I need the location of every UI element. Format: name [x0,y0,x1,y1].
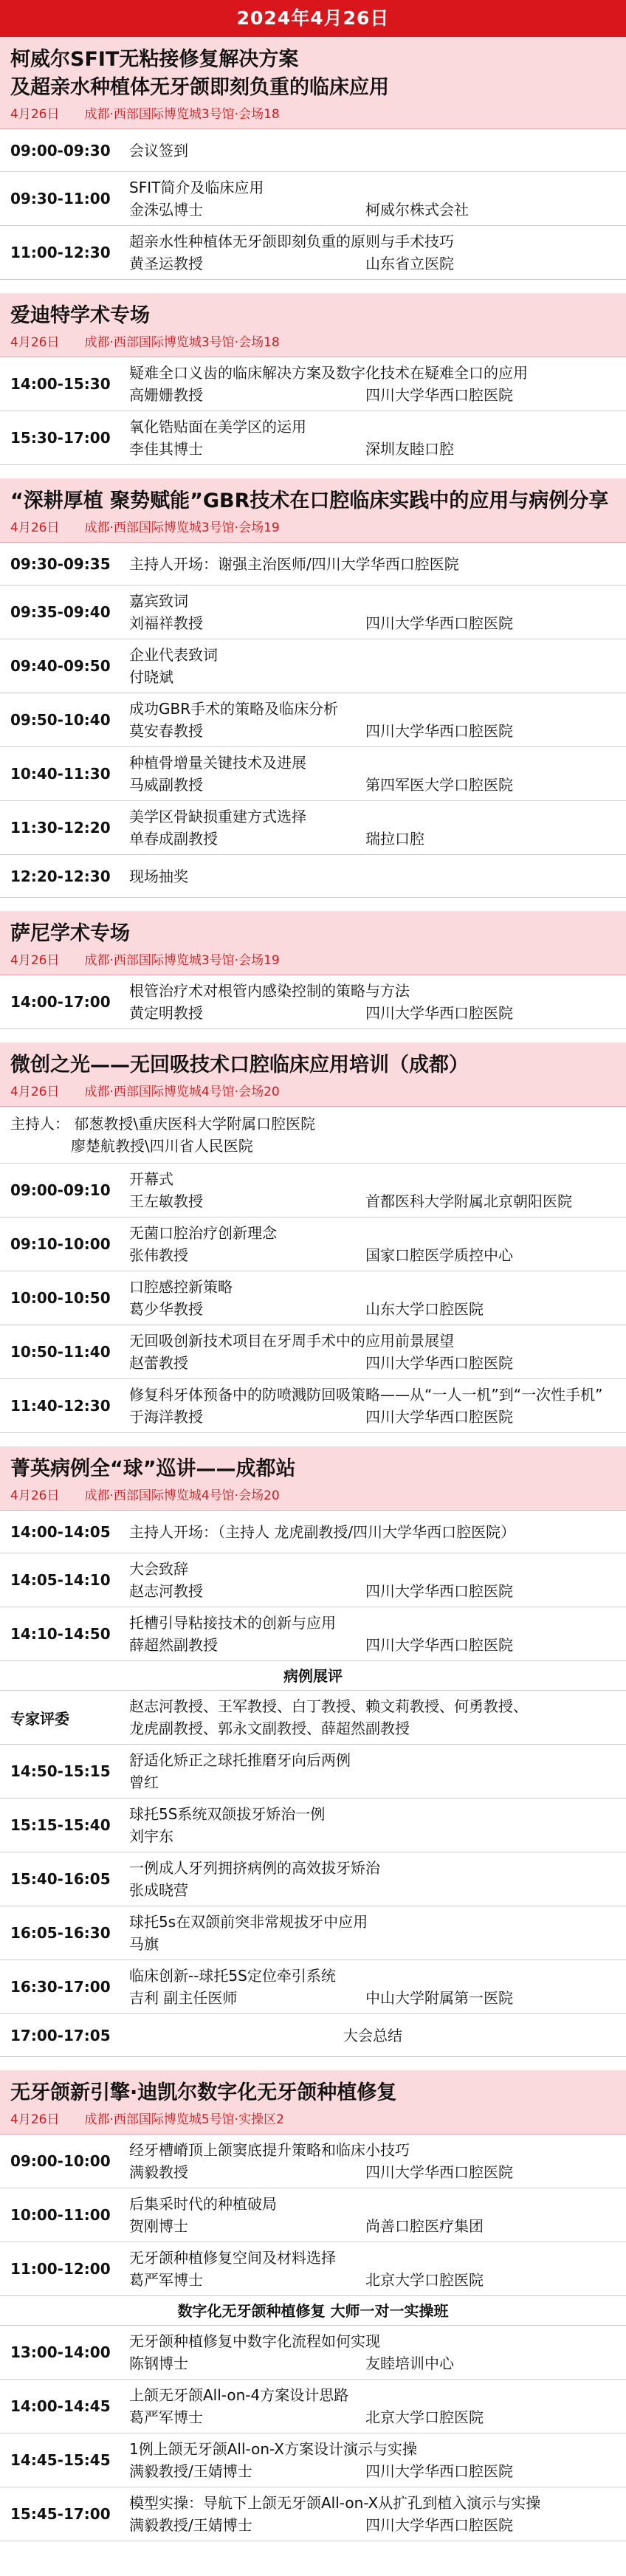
section-header [0,478,626,543]
topic-text: 球托5S系统双颌拔牙矫治一例 [129,1805,326,1823]
speaker-line [129,384,620,406]
time-slot: 14:00-15:30 [10,375,111,393]
agenda-section [0,293,626,465]
topic-text: 嘉宾致词 [129,592,188,610]
speaker-name: 贺刚博士 [129,2217,188,2235]
topic-text: 大会致辞 [129,1560,188,1578]
speaker-name: 单春成副教授 [129,830,218,848]
agenda-row [0,1379,626,1433]
time-slot: 09:30-09:35 [10,554,111,573]
speaker-org: 瑞拉口腔 [365,830,424,848]
agenda-row [0,2434,626,2487]
time-slot: 10:00-10:50 [10,1289,111,1307]
speaker-name: 王左敏教授 [129,1192,203,1210]
agenda-section [0,1446,626,2057]
speaker-name: 满毅教授 [129,2163,188,2181]
topic-text: 美学区骨缺损重建方式选择 [129,808,306,825]
agenda-row [0,855,626,898]
section-date: 4月26日 [10,335,60,350]
speaker-line [129,1879,620,1901]
section-venue: 成都·西部国际博览城3号馆·会场19 [84,953,280,968]
sub-heading: 病例展评 [0,1661,626,1691]
speaker-org [365,1879,620,1901]
speaker-name: 莫安春教授 [129,722,203,740]
hosts-block [0,1107,626,1164]
speaker-line [129,1987,620,2009]
closing-text: 大会总结 [343,2026,402,2044]
agenda-row [0,1164,626,1217]
speaker-line [129,2215,620,2237]
speaker-line [129,828,620,850]
agenda-row [0,975,626,1029]
speaker-line [129,1634,620,1656]
speaker-org: 四川大学华西口腔医院 [365,1004,513,1022]
section-header [0,37,626,129]
agenda-row [0,1217,626,1271]
agenda-content [129,1852,626,1906]
section-title: 柯威尔SFIT无粘接修复解决方案 [10,48,299,71]
speaker-org: 四川大学华西口腔医院 [365,2163,513,2181]
topic-text: 上颌无牙颌All-on-4方案设计思路 [129,2386,349,2404]
speaker-org [365,1933,620,1955]
speaker-line [129,1580,620,1602]
agenda-row [0,2326,626,2380]
agenda-row [0,226,626,280]
speaker-name: 马旗 [129,1935,159,1953]
agenda-row [0,1511,626,1553]
agenda-row [0,1553,626,1607]
topic-text: SFIT简介及临床应用 [129,179,264,196]
topic-text: 会议签到 [129,141,188,159]
speaker-line [129,1406,620,1428]
agenda-content [129,1553,626,1607]
agenda-row [0,2242,626,2296]
speaker-name: 赵蕾教授 [129,1354,188,1372]
agenda-content [129,2487,626,2541]
agenda-content [129,2434,626,2487]
speaker-line [129,2460,620,2482]
speaker-org: 山东大学口腔医院 [365,1300,484,1318]
agenda-content [129,1960,626,2013]
topic-text: 一例成人牙列拥挤病例的高效拔牙矫治 [129,1859,380,1877]
section-venue: 成都·西部国际博览城5号馆·实操区2 [84,2112,284,2127]
topic-text: 氧化锆贴面在美学区的运用 [129,418,306,436]
agenda-row [0,172,626,226]
topic-text: 无回吸创新技术项目在牙周手术中的应用前景展望 [129,1332,454,1350]
topic-text: 经牙槽嵴顶上颌窦底提升策略和临床小技巧 [129,2141,410,2159]
speaker-line [129,1190,620,1212]
section-title: 微创之光——无回吸技术口腔临床应用培训（成都） [10,1054,469,1076]
topic-text: 修复科牙体预备中的防喷溅防回吸策略——从“一人一机”到“一次性手机” [129,1386,603,1404]
host-line: 主持人： 郁葱教授\重庆医科大学附属口腔医院 [10,1115,316,1133]
speaker-line [129,1244,620,1266]
time-slot: 14:10-14:50 [10,1625,111,1643]
section-venue: 成都·西部国际博览城4号馆·会场20 [84,1085,280,1099]
time-slot: 12:20-12:30 [10,867,111,885]
time-slot: 10:50-11:40 [10,1343,111,1361]
speaker-line [129,1298,620,1320]
speaker-name: 高姗姗教授 [129,386,203,404]
section-title: 爱迪特学术专场 [10,304,150,327]
speaker-name: 薛超然副教授 [129,1636,218,1654]
agenda-content [129,1379,626,1432]
agenda-row [0,2380,626,2434]
speaker-line [129,1771,620,1793]
agenda-content [129,357,626,411]
agenda-row [0,1607,626,1661]
speaker-name: 马威副教授 [129,776,203,794]
speaker-line [129,720,620,742]
time-slot: 16:30-17:00 [10,1978,111,1996]
agenda-row [0,1325,626,1379]
speaker-org: 中山大学附属第一医院 [365,1989,513,2007]
time-slot: 09:00-09:10 [10,1181,111,1199]
section-title: “深耕厚植 聚势赋能”GBR技术在口腔临床实践中的应用与病例分享 [10,490,609,512]
agenda-content [129,1217,626,1271]
topic-text: 无牙颌种植修复中数字化流程如何实现 [129,2332,380,2350]
time-slot: 11:00-12:00 [10,2260,111,2278]
section-header [0,1043,626,1107]
agenda-row [0,801,626,855]
time-slot: 15:40-16:05 [10,1870,111,1888]
expert-line: 赵志河教授、王军教授、白丁教授、赖文莉教授、何勇教授、 [129,1697,528,1715]
topic-text: 疑难全口义齿的临床解决方案及数字化技术在疑难全口的应用 [129,364,528,382]
topic-text: 舒适化矫正之球托推磨牙向后两例 [129,1751,351,1769]
time-slot: 09:50-10:40 [10,711,111,729]
agenda-row [0,1271,626,1325]
topic-text: 根管治疗术对根管内感染控制的策略与方法 [129,982,410,1000]
section-header [0,911,626,975]
speaker-org: 第四军医大学口腔医院 [365,776,513,794]
speaker-name: 葛少华教授 [129,1300,203,1318]
section-header [0,2070,626,2134]
speaker-org: 四川大学华西口腔医院 [365,1354,513,1372]
time-slot: 09:30-11:00 [10,190,111,207]
agenda-section [0,37,626,280]
agenda-content [129,2020,626,2051]
host-line: 廖楚航教授\四川省人民医院 [71,1137,253,1155]
topic-text: 口腔感控新策略 [129,1278,233,1296]
section-venue: 成都·西部国际博览城4号馆·会场20 [84,1488,280,1503]
section-date: 4月26日 [10,107,60,122]
topic-text: 后集采时代的种植破局 [129,2195,277,2213]
speaker-name: 葛严军博士 [129,2271,203,2289]
topic-text: 超亲水性种植体无牙颌即刻负重的原则与手术技巧 [129,233,454,250]
agenda-content [129,411,626,464]
section-venue: 成都·西部国际博览城3号馆·会场19 [84,521,280,535]
section-title: 无牙颌新引擎·迪凯尔数字化无牙颌种植修复 [10,2081,397,2104]
agenda-row [0,1745,626,1799]
speaker-name: 陈钢博士 [129,2355,188,2372]
topic-text: 现场抽奖 [129,867,188,885]
agenda-content [129,2188,626,2242]
speaker-line [129,2352,620,2374]
speaker-line [129,1825,620,1847]
experts-row [0,1691,626,1745]
speaker-name: 吉利 副主任医师 [129,1989,238,2007]
section-venue: 成都·西部国际博览城3号馆·会场18 [84,107,280,122]
agenda-content [129,1325,626,1378]
speaker-org: 四川大学华西口腔医院 [365,386,513,404]
speaker-line [129,666,620,688]
time-slot: 11:40-12:30 [10,1397,111,1415]
speaker-org: 四川大学华西口腔医院 [365,1582,513,1600]
speaker-name: 刘宇东 [129,1827,173,1845]
speaker-line [129,2161,620,2183]
agenda-content [129,1164,626,1217]
speaker-org: 四川大学华西口腔医院 [365,614,513,632]
time-slot: 14:00-17:00 [10,993,111,1011]
agenda-content [129,135,626,166]
topic-text: 临床创新--球托5S定位牵引系统 [129,1967,336,1985]
speaker-org: 国家口腔医学质控中心 [365,1246,513,1264]
speaker-line [129,1002,620,1024]
agenda-content [129,639,626,693]
agenda-content [129,861,626,892]
topic-text: 主持人开场：谢强主治医师/四川大学华西口腔医院 [129,554,459,573]
speaker-name: 张伟教授 [129,1246,188,1264]
agenda-row [0,1799,626,1852]
agenda-content [129,1607,626,1660]
section-meta [10,2112,616,2128]
topic-text: 无菌口腔治疗创新理念 [129,1224,277,1242]
speaker-org: 尚善口腔医疗集团 [365,2217,484,2235]
speaker-line [129,2406,620,2428]
speaker-line [129,2269,620,2291]
topic-text: 种植骨增量关键技术及进展 [129,754,306,772]
time-slot: 15:30-17:00 [10,429,111,447]
speaker-line [129,438,620,460]
agenda-row [0,129,626,172]
closing-row [0,2014,626,2057]
agenda-row [0,411,626,465]
topic-text: 1例上颌无牙颌All-on-X方案设计演示与实操 [129,2440,417,2458]
section-date: 4月26日 [10,953,60,968]
speaker-name: 黄定明教授 [129,1004,203,1022]
speaker-org: 四川大学华西口腔医院 [365,722,513,740]
time-slot: 09:35-09:40 [10,603,111,621]
time-slot: 16:05-16:30 [10,1924,111,1942]
speaker-org [365,1771,620,1793]
section-date: 4月26日 [10,521,60,535]
agenda-content [129,2242,626,2295]
section-meta [10,520,616,536]
section-meta [10,952,616,969]
time-slot: 09:10-10:00 [10,1235,111,1253]
agenda-section [0,2070,626,2541]
speaker-name: 葛严军博士 [129,2408,203,2426]
speaker-name: 于海洋教授 [129,1408,203,1426]
section-venue: 成都·西部国际博览城3号馆·会场18 [84,335,280,350]
time-slot: 09:00-10:00 [10,2152,111,2170]
speaker-org: 友睦培训中心 [365,2355,454,2372]
time-slot: 14:00-14:45 [10,2397,111,2415]
section-meta [10,334,616,351]
agenda-row [0,2188,626,2242]
speaker-org: 四川大学华西口腔医院 [365,1408,513,1426]
speaker-name: 刘福祥教授 [129,614,203,632]
topic-text: 主持人开场：（主持人 龙虎副教授/四川大学华西口腔医院） [129,1522,516,1541]
speaker-name: 满毅教授/王婧博士 [129,2516,252,2534]
speaker-org: 首都医科大学附属北京朝阳医院 [365,1192,572,1210]
agenda-content [129,1745,626,1798]
date-banner: 2024年4月26日 [0,0,626,37]
section-title: 及超亲水种植体无牙颌即刻负重的临床应用 [10,76,389,99]
expert-line: 龙虎副教授、郭永文副教授、薛超然副教授 [129,1720,410,1737]
agenda-row [0,2134,626,2188]
time-slot: 14:50-15:15 [10,1762,111,1780]
agenda-row [0,543,626,585]
section-date: 4月26日 [10,1488,60,1503]
agenda-content [129,1517,626,1548]
topic-text: 企业代表致词 [129,646,218,664]
speaker-org: 北京大学口腔医院 [365,2408,484,2426]
speaker-line [129,1933,620,1955]
speaker-line [129,2514,620,2536]
agenda-content [129,585,626,639]
agenda-row [0,1960,626,2014]
topic-text: 球托5s在双颌前突非常规拔牙中应用 [129,1913,368,1931]
speaker-line [129,612,620,634]
speaker-name: 金洙弘博士 [129,201,203,219]
section-title: 菁英病例全“球”巡讲——成都站 [10,1457,296,1480]
speaker-line [129,774,620,796]
time-slot: 14:45-15:45 [10,2451,111,2469]
topic-text: 无牙颌种植修复空间及材料选择 [129,2249,336,2267]
time-slot: 09:00-09:30 [10,141,111,159]
speaker-name: 满毅教授/王婧博士 [129,2462,252,2480]
section-meta [10,106,616,123]
time-slot: 11:30-12:20 [10,819,111,837]
agenda-content [129,549,626,580]
agenda-content [129,975,626,1028]
agenda-content [129,2326,626,2379]
speaker-org [365,666,620,688]
agenda-section [0,1043,626,1433]
time-slot: 13:00-14:00 [10,2343,111,2361]
topic-text: 开幕式 [129,1170,173,1188]
time-slot: 15:45-17:00 [10,2505,111,2523]
time-slot: 10:40-11:30 [10,765,111,783]
speaker-org: 深圳友睦口腔 [365,440,454,458]
speaker-line [129,1352,620,1374]
topic-text: 模型实操：导航下上颌无牙颌All-on-X从扩孔到植入演示与实操 [129,2494,541,2512]
time-slot: 11:00-12:30 [10,244,111,261]
speaker-org: 柯威尔株式会社 [365,201,469,219]
speaker-line [129,199,620,221]
time-slot: 10:00-11:00 [10,2206,111,2224]
section-date: 4月26日 [10,2112,60,2127]
section-title: 萨尼学术专场 [10,922,130,945]
agenda-content [129,1906,626,1960]
agenda-section [0,478,626,898]
agenda-content [129,747,626,800]
section-header [0,1446,626,1511]
time-slot: 15:15-15:40 [10,1816,111,1834]
agenda-row [0,693,626,747]
section-meta [10,1488,616,1504]
agenda-row [0,1906,626,1960]
agenda-content [129,2380,626,2433]
speaker-org: 北京大学口腔医院 [365,2271,484,2289]
agenda-row [0,747,626,801]
agenda-content [129,2134,626,2188]
section-header [0,293,626,357]
agenda-content [129,1799,626,1852]
time-slot: 09:40-09:50 [10,657,111,675]
agenda-content [129,801,626,854]
section-meta [10,1084,616,1100]
agenda-row [0,639,626,693]
sections-container [0,37,626,2541]
experts-list [129,1691,626,1744]
agenda-content [129,693,626,746]
speaker-line [129,253,620,275]
speaker-name: 张成晓营 [129,1881,188,1899]
agenda-content [129,226,626,279]
agenda-row [0,1852,626,1906]
agenda-section [0,911,626,1029]
speaker-org: 四川大学华西口腔医院 [365,2516,513,2534]
speaker-name: 付晓斌 [129,668,173,686]
section-date: 4月26日 [10,1085,60,1099]
topic-text: 托槽引导粘接技术的创新与应用 [129,1614,336,1632]
agenda-content [129,172,626,225]
experts-label: 专家评委 [10,1709,69,1728]
agenda-row [0,2487,626,2541]
speaker-name: 黄圣运教授 [129,255,203,272]
agenda-row [0,357,626,411]
time-slot: 17:00-17:05 [10,2026,111,2044]
agenda-row [0,585,626,639]
speaker-name: 曾红 [129,1773,159,1791]
speaker-org: 山东省立医院 [365,255,454,272]
speaker-org: 四川大学华西口腔医院 [365,1636,513,1654]
time-slot: 14:05-14:10 [10,1571,111,1589]
sub-heading: 数字化无牙颌种植修复 大师一对一实操班 [0,2296,626,2326]
time-slot: 14:00-14:05 [10,1522,111,1541]
agenda-content [129,1271,626,1325]
speaker-name: 赵志河教授 [129,1582,203,1600]
speaker-org: 四川大学华西口腔医院 [365,2462,513,2480]
speaker-name: 李佳其博士 [129,440,203,458]
speaker-org [365,1825,620,1847]
topic-text: 成功GBR手术的策略及临床分析 [129,700,339,718]
